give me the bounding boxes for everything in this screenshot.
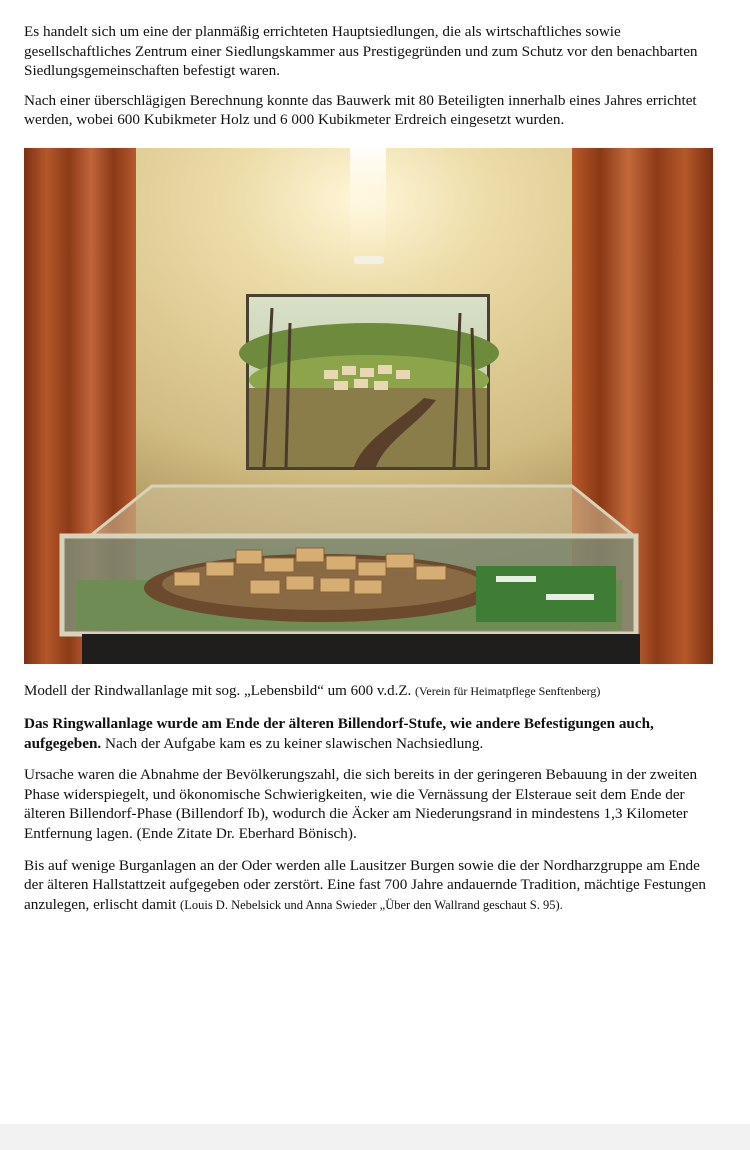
paragraph-construction: Nach einer überschlägigen Berechnung konnte das Bauwerk mit 80 Beteiligten innerhalb eines Jahres errichtet werden, wobei 600 Kubikmeter Holz und 6 000 Kubikmeter Erdreich eingesetzt wurden. xyxy=(24,91,697,129)
photo-caption xyxy=(24,682,718,701)
paragraph-abandonment-bold: Das Ringwallanlage wurde am Ende der älteren Billendorf-Stufe, wie andere Befestigungen auch, aufgegeben. xyxy=(24,714,654,752)
exhibit-photo-drawing xyxy=(24,148,713,664)
paragraph-abandonment-rest: Nach der Aufgabe kam es zu keiner slawischen Nachsiedlung. xyxy=(101,734,484,752)
display-case xyxy=(62,486,636,634)
paragraph-causes: Ursache waren die Abnahme der Bevölkerungszahl, die sich bereits in der geringeren Bebauung in der zweiten Phase widerspiegelt, und ökonomische Schwierigkeiten, wie die Vernässung der Elsteraue seit dem Ende der älteren Billendorf-Phase (Billendorf Ib), wodurch die Äcker am Niederungsrand in mindestens 1,3 Kilometer Entfernung lagen. (Ende Zitate Dr. Eberhard Bönisch). xyxy=(24,766,698,842)
paragraph-tradition-source: (Louis D. Nebelsick und Anna Swieder „Über den Wallrand geschaut S. 95). xyxy=(180,897,563,912)
paragraph-intro: Es handelt sich um eine der planmäßig errichteten Hauptsiedlungen, die als wirtschaftliches sowie gesellschaftliches Zentrum einer Siedlungskammer aus Prestigegründen und zum Schutz vor den benachbarten Siedlungsgemeinschaften befestigt waren. xyxy=(24,23,698,80)
article-content xyxy=(24,0,718,915)
paragraph-abandonment xyxy=(24,714,718,753)
exhibit-photo xyxy=(24,148,713,664)
caption-main: Modell der Rindwallanlage mit sog. „Lebensbild“ um 600 v.d.Z. xyxy=(24,682,416,699)
paragraph-tradition xyxy=(24,856,718,916)
paragraph-tradition-main: Bis auf wenige Burganlagen an der Oder werden alle Lausitzer Burgen sowie die der Nordharzgruppe am Ende der älteren Hallstattzeit aufgegeben oder zerstört. Eine fast 700 Jahre andauernde Tradition, mächtige Festungen anzulegen, erlischt damit xyxy=(24,856,706,913)
painting xyxy=(239,294,499,470)
footer-bar xyxy=(0,1124,750,1150)
caption-credit: (Verein für Heimatpflege Senftenberg) xyxy=(415,683,601,698)
